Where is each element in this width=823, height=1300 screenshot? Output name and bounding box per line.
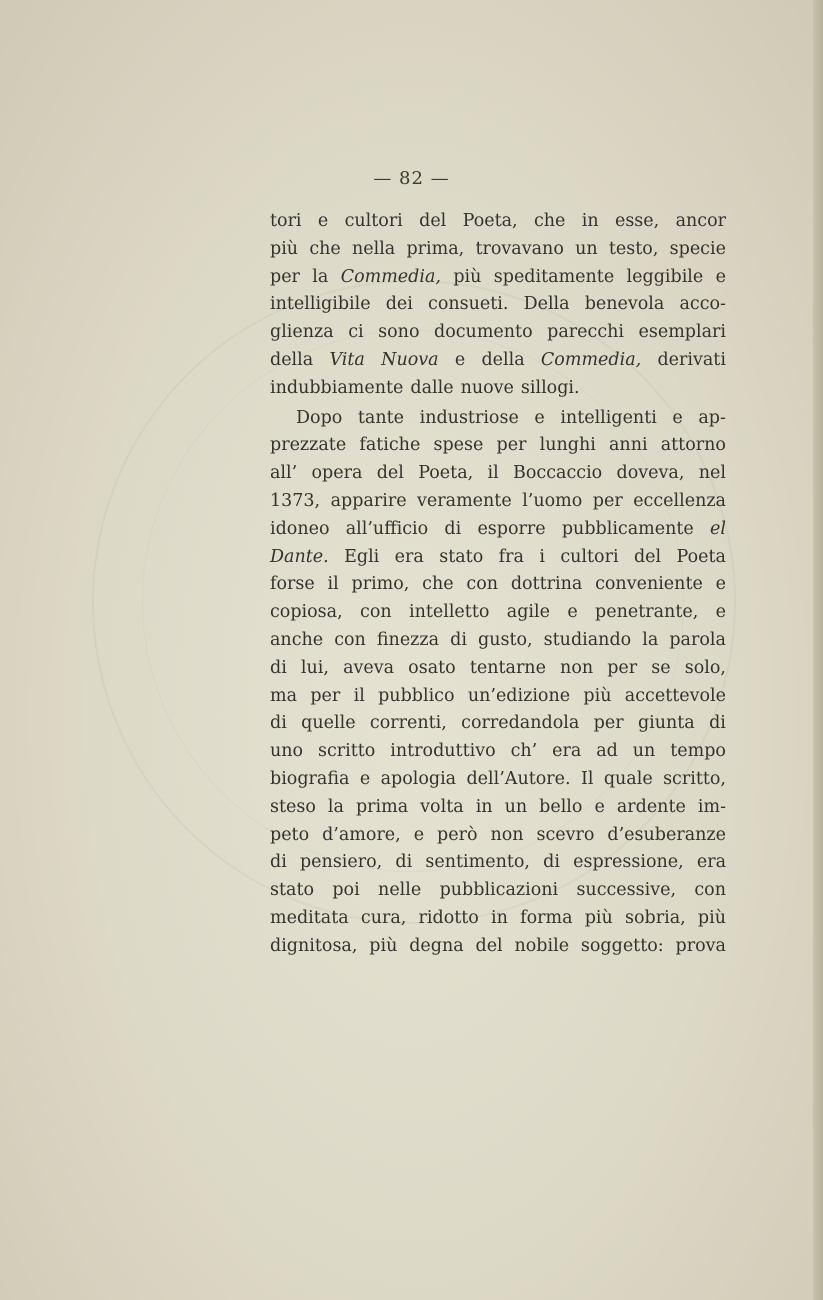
word: di — [395, 852, 413, 873]
word: esporre — [477, 518, 546, 539]
word: all’ — [270, 463, 298, 484]
word: conveniente — [595, 574, 703, 595]
word: veramente — [417, 490, 512, 511]
word: Della — [523, 294, 570, 315]
word: di — [270, 852, 287, 873]
word: pubblicamente — [561, 518, 694, 539]
word: fatiche — [359, 435, 421, 456]
word: pensiero, — [299, 852, 383, 873]
word: forse — [270, 574, 315, 595]
word: solo, — [684, 657, 726, 678]
word: più — [453, 266, 482, 287]
word: Nuova — [381, 349, 439, 370]
word: e — [534, 407, 545, 428]
text-line — [270, 375, 726, 403]
word: 1373, — [270, 490, 321, 511]
word: con — [360, 602, 392, 623]
text-line — [270, 905, 726, 933]
word: apparire — [330, 490, 407, 511]
word: e — [715, 266, 726, 287]
word: speditamente — [493, 266, 615, 287]
word: e — [317, 211, 329, 231]
word: bello — [539, 796, 583, 817]
word: leggibile — [626, 266, 704, 287]
word: documento — [434, 322, 533, 343]
word: pubblicazioni — [439, 880, 559, 901]
word: del — [376, 463, 404, 484]
word: d’esuberanze — [607, 824, 726, 845]
word: e — [715, 602, 726, 623]
word: specie — [669, 238, 726, 259]
word: sobria, — [625, 907, 686, 928]
word: lui, — [300, 657, 329, 678]
word: dei — [385, 294, 413, 315]
word: sono — [378, 322, 420, 343]
word: spese — [433, 435, 484, 456]
word: più — [270, 238, 299, 259]
word: esse, — [614, 211, 660, 231]
word: scevro — [536, 824, 595, 845]
page-number: — 82 — — [373, 168, 450, 189]
word: acco- — [679, 294, 726, 315]
word: espressione, — [573, 852, 684, 873]
text-line — [270, 347, 726, 375]
word: meditata — [270, 907, 349, 928]
word: Poeta, — [418, 463, 474, 484]
word: però — [437, 824, 478, 845]
word: di — [543, 852, 560, 873]
word: tempo — [670, 741, 726, 762]
word: Il — [580, 768, 594, 789]
word: steso — [270, 796, 316, 817]
word: studiando — [543, 629, 632, 650]
text-line — [270, 516, 726, 544]
word: nobile — [514, 935, 570, 956]
word: doveva, — [616, 463, 685, 484]
word: l’uomo — [522, 490, 583, 511]
text-line — [270, 571, 726, 599]
word: glienza — [270, 322, 334, 343]
word: stato — [439, 546, 484, 567]
word: cultori — [344, 211, 403, 231]
word: i — [539, 546, 545, 567]
word: il — [353, 685, 365, 706]
word: volta — [420, 796, 464, 817]
word: scritto — [318, 741, 376, 762]
word: peto — [270, 824, 310, 845]
word: anche — [270, 629, 324, 650]
word: era — [696, 852, 726, 873]
text-line — [270, 460, 726, 488]
word: con — [694, 880, 726, 901]
word: era — [552, 741, 582, 762]
word: ma — [270, 685, 298, 706]
word: ap- — [698, 407, 726, 428]
word: e — [359, 768, 371, 789]
text-line — [270, 655, 726, 683]
word: opera — [311, 463, 363, 484]
word: derivati — [657, 349, 726, 370]
word: di — [709, 713, 726, 734]
word: penetrante, — [595, 602, 699, 623]
word: non — [490, 824, 524, 845]
word: corredandola — [461, 713, 580, 734]
word: biografia — [270, 768, 350, 789]
word: quelle — [301, 713, 356, 734]
word: ridotto — [418, 907, 479, 928]
text-line — [270, 599, 726, 627]
word: sentimento, — [425, 852, 530, 873]
word: apologia — [380, 768, 457, 789]
word: prova — [675, 935, 726, 956]
word: il — [487, 463, 499, 484]
word: parola — [669, 629, 726, 650]
word: era — [394, 546, 424, 567]
text-line — [270, 822, 726, 850]
word: più — [697, 907, 726, 928]
word: e — [413, 824, 425, 845]
word: ad — [596, 741, 618, 762]
word: Poeta — [676, 546, 726, 567]
word: nelle — [378, 880, 422, 901]
word: in — [581, 211, 599, 231]
word: uno — [270, 741, 304, 762]
word: ardente — [616, 796, 686, 817]
word: lunghi — [539, 435, 596, 456]
word: anni — [608, 435, 648, 456]
word: poi — [332, 880, 360, 901]
word: trovavano — [475, 238, 564, 259]
word: giunta — [637, 713, 695, 734]
word: la — [312, 266, 329, 287]
word: attorno — [660, 435, 726, 456]
word: e — [594, 796, 605, 817]
word: per — [270, 266, 300, 287]
word: e — [672, 407, 683, 428]
word: consueti. — [428, 294, 509, 315]
word: tentarne — [469, 657, 546, 678]
text-line — [270, 432, 726, 460]
word: parecchi — [547, 322, 624, 343]
word: d’amore, — [322, 824, 401, 845]
word: di — [450, 629, 467, 650]
word: e — [715, 574, 726, 595]
word: finezza — [376, 629, 440, 650]
word: di — [444, 518, 462, 539]
word: stato — [270, 880, 315, 901]
word: la — [642, 629, 659, 650]
text-line — [270, 877, 726, 905]
page-edge — [813, 0, 823, 1300]
word: sillogi. — [520, 377, 580, 398]
word: degna — [409, 935, 464, 956]
text-line — [270, 291, 726, 319]
word: prima, — [406, 238, 465, 259]
word: un — [504, 796, 528, 817]
word: del — [419, 211, 447, 231]
word: in — [475, 796, 493, 817]
word: un — [632, 741, 656, 762]
text-line — [270, 208, 726, 236]
word: Boccaccio — [513, 463, 603, 484]
word: cultori — [560, 546, 619, 567]
text-line — [270, 738, 726, 766]
word: agile — [506, 602, 550, 623]
text-line — [270, 849, 726, 877]
word: im- — [697, 796, 726, 817]
word: Vita — [329, 349, 365, 370]
text-line — [270, 710, 726, 738]
word: il — [327, 574, 339, 595]
word: prima — [355, 796, 409, 817]
word: nuove — [460, 377, 514, 398]
word: per — [496, 435, 527, 456]
word: Egli — [344, 546, 380, 567]
word: di — [270, 713, 287, 734]
word: aveva — [343, 657, 395, 678]
word: gusto, — [478, 629, 533, 650]
word: successive, — [576, 880, 677, 901]
word: per — [310, 685, 341, 706]
text-line — [270, 264, 726, 292]
word: che — [533, 211, 566, 231]
word: ci — [348, 322, 364, 343]
word: prezzate — [270, 435, 347, 456]
word: Dopo — [296, 407, 343, 428]
word: Commedia, — [340, 266, 441, 287]
word: primo, — [351, 574, 410, 595]
word: e — [454, 349, 466, 370]
word: intelletto — [408, 602, 490, 623]
word: tori — [270, 211, 302, 231]
word: osato — [408, 657, 456, 678]
word: all’ufficio — [345, 518, 429, 539]
text-line — [270, 683, 726, 711]
word: per — [607, 657, 638, 678]
word: per — [593, 713, 624, 734]
word: correnti, — [369, 713, 447, 734]
word: dignitosa, — [270, 935, 358, 956]
word: pubblico — [378, 685, 455, 706]
word: fra — [498, 546, 524, 567]
text-line — [270, 544, 726, 572]
word: che — [309, 238, 341, 259]
word: che — [422, 574, 454, 595]
word: intelligenti — [560, 407, 657, 428]
text-line — [270, 405, 726, 433]
word: industriose — [419, 407, 519, 428]
word: nel — [698, 463, 726, 484]
word: quale — [603, 768, 653, 789]
word: tante — [357, 407, 405, 428]
word: con — [466, 574, 499, 595]
word: cura, — [360, 907, 407, 928]
word: se — [651, 657, 671, 678]
text-line — [270, 794, 726, 822]
word: ancor — [675, 211, 726, 231]
word: in — [491, 907, 508, 928]
word: indubbiamente — [270, 377, 404, 398]
word: un — [575, 238, 598, 259]
text-line — [270, 319, 726, 347]
word: forma — [520, 907, 573, 928]
text-line — [270, 766, 726, 794]
word: Dante. — [270, 546, 329, 567]
text-line — [270, 933, 726, 961]
text-line — [270, 488, 726, 516]
paragraph — [270, 208, 726, 403]
word: el — [710, 518, 726, 539]
word: accettevole — [624, 685, 726, 706]
word: del — [633, 546, 662, 567]
word: testo, — [608, 238, 659, 259]
word: e — [567, 602, 578, 623]
word: della — [270, 349, 314, 370]
word: con — [334, 629, 366, 650]
word: della — [481, 349, 525, 370]
word: eccellenza — [633, 490, 726, 511]
word: più — [584, 907, 613, 928]
word: la — [327, 796, 344, 817]
word: benevola — [584, 294, 665, 315]
word: intelligibile — [270, 294, 371, 315]
word: soggetto: — [580, 935, 664, 956]
word: Commedia, — [540, 349, 642, 370]
word: esemplari — [638, 322, 726, 343]
word: del — [475, 935, 503, 956]
word: dottrina — [510, 574, 583, 595]
word: scritto, — [663, 768, 726, 789]
text-line — [270, 627, 726, 655]
word: nella — [351, 238, 396, 259]
word: idoneo — [270, 518, 330, 539]
word: di — [270, 657, 287, 678]
word: più — [583, 685, 612, 706]
word: non — [560, 657, 594, 678]
word: Poeta, — [462, 211, 518, 231]
word: introduttivo — [390, 741, 496, 762]
word: copiosa, — [270, 602, 343, 623]
word: più — [369, 935, 398, 956]
paragraph — [270, 405, 726, 961]
word: per — [592, 490, 623, 511]
text-line — [270, 236, 726, 264]
body-text — [270, 208, 726, 961]
word: dell’Autore. — [466, 768, 571, 789]
word: dalle — [410, 377, 454, 398]
word: ch’ — [510, 741, 538, 762]
word: un’edizione — [467, 685, 571, 706]
